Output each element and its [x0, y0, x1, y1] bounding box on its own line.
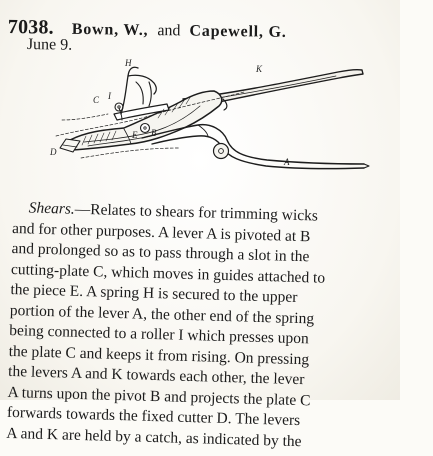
- abstract-line-6: portion of the lever A, the other end of the spring: [9, 301, 315, 327]
- abstract-line-4: cutting-plate C, which moves in guides attached to: [10, 260, 326, 287]
- abstract-line-5: the piece E. A spring H is secured to the upper: [10, 280, 298, 306]
- figure-label-a: A: [284, 157, 290, 167]
- entry-date: June 9.: [26, 36, 73, 54]
- subject-label: Shears.: [28, 199, 76, 218]
- figure-label-k: K: [256, 64, 263, 74]
- abstract-text-1: Relates to shears for trimming wicks: [90, 201, 319, 225]
- abstract-line-9: the levers A and K towards each other, the lever: [7, 362, 305, 389]
- shears-engraving: [38, 56, 384, 184]
- inventor-name-1: Bown, W.,: [71, 20, 149, 39]
- inventor-conjunction: and: [157, 22, 181, 40]
- shears-diagram: [38, 56, 384, 184]
- figure-label-i: I: [108, 91, 111, 101]
- abstract-line-11: forwards towards the fixed cutter D. The levers: [6, 403, 301, 430]
- abstract-text: [6, 198, 433, 456]
- subject-dash: —: [74, 200, 91, 219]
- figure-label-b: B: [151, 128, 157, 138]
- abstract-line-12: A and K are held by a catch, as indicated by the: [6, 424, 302, 450]
- abstract-line-2: and for other purposes. A lever A is pivoted at B: [11, 219, 311, 245]
- figure-label-d: D: [50, 147, 57, 157]
- abstract-line-7: being connected to a roller I which presses upon: [9, 321, 309, 348]
- abstract-line-10: A turns upon the pivot B and projects the plate C: [7, 383, 311, 409]
- abstract-line-8: the plate C and keeps it from rising. On pressing: [8, 342, 310, 368]
- figure-label-c: C: [93, 95, 100, 105]
- figure-label-e: E: [132, 130, 138, 140]
- figure-label-h: H: [125, 58, 132, 68]
- inventor-name-2: Capewell, G.: [189, 22, 287, 41]
- abstract-line-3: and prolonged so as to pass through a slot in the: [11, 239, 310, 266]
- patent-number: 7038.: [7, 16, 54, 39]
